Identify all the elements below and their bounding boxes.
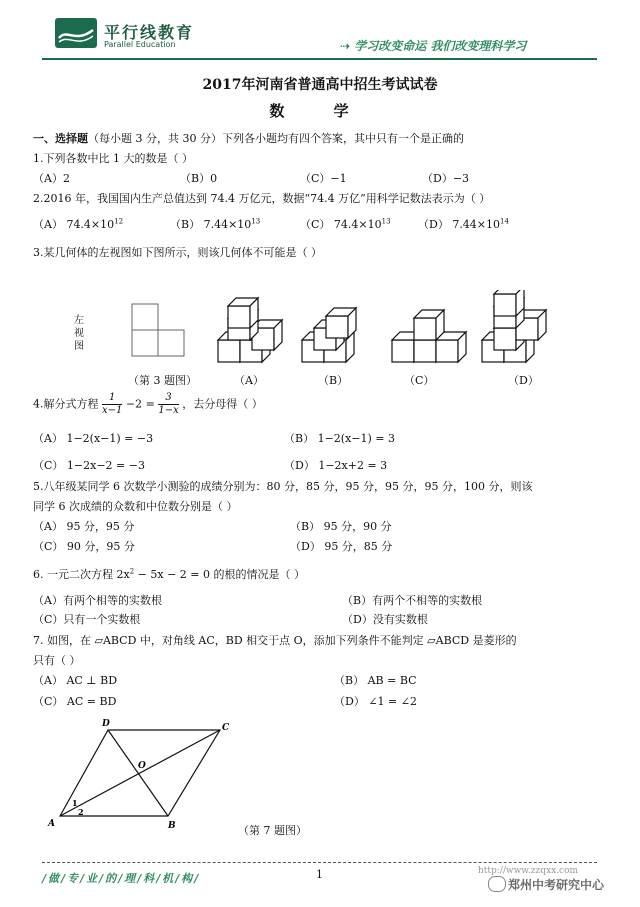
q2-option-b <box>170 216 260 232</box>
q5-option-a: （A） 95 分，95 分 <box>33 520 135 533</box>
q3-label-a: （A） <box>234 374 264 387</box>
q6-option-d: （D）没有实数根 <box>342 613 428 626</box>
footer-url: http://www.zzqxx.com <box>478 866 579 876</box>
q5-stem-1: 5.八年级某同学 6 次数学小测验的成绩分别为：80 分，85 分，95 分，95 分，95 分，100 分，则该 <box>33 480 533 493</box>
q7-caption: （第 7 题图） <box>238 824 307 837</box>
q5-option-c: （C） 90 分，95 分 <box>33 540 135 553</box>
q7-parallelogram-figure <box>40 718 250 830</box>
label-c: C <box>222 723 230 733</box>
q3-label-c: （C） <box>404 374 435 387</box>
q4-stem <box>33 392 263 417</box>
watermark: 郑州中考研究中心 <box>508 878 605 892</box>
q4-f2-num: 3 <box>158 392 178 405</box>
q6-stem-pre: 6. 一元二次方程 2x <box>33 568 130 581</box>
section-desc: （每小题 3 分，共 30 分）下列各小题均有四个答案，其中只有一个是正确的 <box>88 132 464 145</box>
q5-option-d: （D） 95 分，85 分 <box>290 540 393 553</box>
exam-title: 2017年河南省普通高中招生考试试卷 <box>202 77 438 93</box>
footer-divider <box>42 862 597 863</box>
q4-option-c: （C） 1−2x−2 = −3 <box>33 459 145 472</box>
q4-f1-num: 1 <box>102 392 122 405</box>
header-divider <box>42 58 597 60</box>
q6-stem-post: − 5x − 2 = 0 的根的情况是（ ） <box>134 568 305 581</box>
q4-f2-den: 1−x <box>158 405 179 416</box>
subject-title: 数 学 <box>269 102 371 120</box>
figure-d <box>482 290 546 362</box>
page-number: 1 <box>316 868 323 881</box>
q7-option-c: （C） AC = BD <box>33 695 117 708</box>
slogan-text: 学习改变命运 我们改变理科学习 <box>354 39 527 53</box>
q1-option-b: （B）0 <box>180 172 218 185</box>
q3-label-b: （B） <box>318 374 349 387</box>
q4-fraction-1 <box>102 392 122 417</box>
q1-option-a: （A）2 <box>33 172 70 185</box>
q4-stem-pre: 4.解分式方程 <box>33 397 99 411</box>
q7-stem-2: 只有（ ） <box>33 654 81 667</box>
q2-d-base: （D） 7.44×10 <box>418 218 501 231</box>
q1-option-d: （D）−3 <box>422 172 470 185</box>
section-heading <box>33 130 464 146</box>
q3-stem: 3.某几何体的左视图如下图所示，则该几何体不可能是（ ） <box>33 246 322 259</box>
q5-option-b: （B） 95 分，90 分 <box>290 520 392 533</box>
q2-a-exp: 12 <box>114 217 124 226</box>
q2-stem: 2.2016 年，我国国内生产总值达到 74.4 万亿元，数据“74.4 万亿”用科学记数法表示为（ ） <box>33 192 491 205</box>
q3-label-d: （D） <box>508 374 539 387</box>
q6-option-c: （C）只有一个实数根 <box>33 613 141 626</box>
brand-name: 平行线教育 <box>104 23 195 42</box>
q7-option-a: （A） AC ⊥ BD <box>33 674 118 687</box>
q3-caption: （第 3 题图） <box>128 374 197 387</box>
q4-mid: −2 = <box>125 397 155 411</box>
brand-logo <box>55 18 97 48</box>
q2-c-base: （C） 74.4×10 <box>300 218 382 231</box>
label-b: B <box>168 821 176 830</box>
q1-option-c: （C）−1 <box>300 172 347 185</box>
q4-option-d: （D） 1−2x+2 = 3 <box>284 459 388 472</box>
q2-c-exp: 13 <box>381 217 391 226</box>
left-view-label: 左视图 <box>74 315 84 352</box>
section-label: 一、选择题 <box>33 132 88 145</box>
q4-option-b: （B） 1−2(x−1) = 3 <box>284 432 396 445</box>
diagonal-bd <box>108 730 168 816</box>
label-a: A <box>48 819 55 829</box>
q7-option-b: （B） AB = BC <box>334 674 417 687</box>
q2-option-d <box>418 216 509 232</box>
q5-stem-2: 同学 6 次成绩的众数和中位数分别是（ ） <box>33 500 238 513</box>
q7-option-d: （D） ∠1 = ∠2 <box>334 695 417 708</box>
q2-b-base: （B） 7.44×10 <box>170 218 252 231</box>
q3-figures <box>120 290 570 370</box>
q4-stem-post: ，去分母得（ ） <box>182 397 263 411</box>
q1-stem: 1.下列各数中比 1 大的数是（ ） <box>33 152 193 165</box>
q6-stem <box>33 566 305 582</box>
q6-sup: 2 <box>129 567 135 576</box>
wechat-icon <box>488 876 506 892</box>
label-o: O <box>138 761 146 771</box>
figure-b <box>302 308 356 362</box>
figure-c <box>392 310 466 362</box>
q2-a-base: （A） 74.4×10 <box>33 218 115 231</box>
slogan: ⇢ 学习改变命运 我们改变理科学习 <box>340 39 527 53</box>
label-d: D <box>102 719 110 729</box>
brand-name-en: Parallel Education <box>104 40 176 49</box>
q4-fraction-2 <box>158 392 178 417</box>
label-angle-2: 2 <box>78 807 84 817</box>
footer-motto: /做/专/业/的/理/科/机/构/ <box>42 872 201 885</box>
q4-f1-den: x−1 <box>102 405 123 416</box>
q2-d-exp: 14 <box>500 217 509 226</box>
q6-option-a: （A）有两个相等的实数根 <box>33 594 162 607</box>
q2-option-c <box>300 216 391 232</box>
q7-stem-1: 7. 如图，在 ▱ABCD 中，对角线 AC，BD 相交于点 O，添加下列条件不能判定 ▱ABCD 是菱形的 <box>33 634 517 647</box>
q6-option-b: （B）有两个不相等的实数根 <box>342 594 483 607</box>
label-angle-1: 1 <box>72 798 78 808</box>
q2-option-a <box>33 216 123 232</box>
q2-b-exp: 13 <box>251 217 261 226</box>
figure-a <box>218 298 282 362</box>
q4-option-a: （A） 1−2(x−1) = −3 <box>33 432 154 445</box>
left-view-figure <box>132 304 184 356</box>
